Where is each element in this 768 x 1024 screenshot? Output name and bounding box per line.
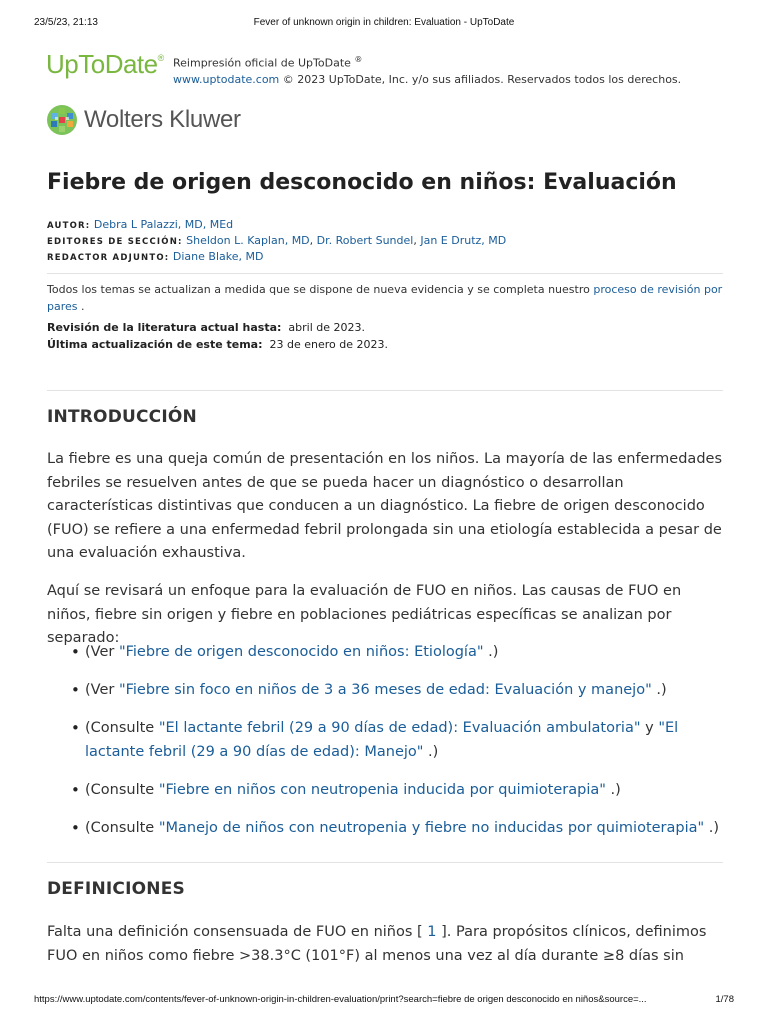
topic-link[interactable]: "El lactante febril (29 a 90 días de edad): Manejo"	[85, 720, 679, 760]
editor-link[interactable]: Jan E Drutz, MD	[420, 234, 507, 247]
list-item	[47, 817, 727, 841]
topic-link[interactable]: "Fiebre en niños con neutropenia inducida por quimioterapia"	[158, 781, 606, 798]
section-heading-definitions: DEFINICIONES	[47, 879, 185, 899]
reprint-label: Reimpresión oficial de UpToDate	[173, 56, 351, 70]
definitions-text: ]. Para propósitos clínicos, definimos FUO en niños como fiebre >38.3°C (101°F) al menos una vez al día durante ≥8 días sin	[47, 924, 707, 964]
publisher-name: Wolters Kluwer	[84, 106, 241, 133]
registered-mark: ®	[157, 53, 164, 63]
editors-label: EDITORES DE SECCIÓN:	[47, 237, 183, 247]
update-note	[47, 281, 723, 315]
deputy-label: REDACTOR ADJUNTO:	[47, 253, 170, 263]
bullet-text: .)	[651, 682, 667, 698]
author-label: AUTOR:	[47, 221, 91, 231]
topic-link[interactable]: "Fiebre de origen desconocido en niños: Etiología"	[118, 644, 484, 660]
bullet-text: .)	[423, 743, 439, 760]
update-note-tail: .	[81, 300, 85, 313]
list-item	[47, 779, 727, 803]
section-heading-intro: INTRODUCCIÓN	[47, 407, 197, 427]
intro-paragraph: La fiebre es una queja común de presentación en los niños. La mayoría de las enfermedades febriles se resuelven antes de que se pueda hacer un diagnóstico o desarrollan características distintivas que conducen a un diagnóstico. La fiebre de origen desconocido (FUO) se refiere a una enfermedad febril prolongada sin una etiología establecida a pesar de una evaluación exhaustiva.	[47, 451, 722, 561]
wolters-kluwer-mark-icon	[46, 104, 78, 136]
author-line	[47, 217, 233, 234]
topic-link[interactable]: "El lactante febril (29 a 90 días de edad): Evaluación ambulatoria"	[158, 720, 641, 736]
reprint-notice	[173, 52, 681, 88]
lit-review-label: Revisión de la literatura actual hasta:	[47, 321, 282, 334]
deputy-editor-line	[47, 249, 263, 266]
page-title: Fiebre de origen desconocido en niños: Evaluación	[47, 170, 677, 195]
related-topics-list	[47, 641, 727, 855]
bullet-text: (Consulte	[85, 781, 159, 798]
intro-paragraph: Aquí se revisará un enfoque para la evaluación de FUO en niños. Las causas de FUO en niños, fiebre sin origen y fiebre en poblaciones pediátricas específicas se analizan por separado:	[47, 583, 682, 646]
wolters-kluwer-logo	[46, 104, 241, 136]
uptodate-logo[interactable]	[46, 49, 164, 80]
update-note-text: Todos los temas se actualizan a medida que se dispone de nueva evidencia y se completa nuestro	[47, 283, 590, 296]
site-link[interactable]: www.uptodate.com	[173, 72, 280, 86]
list-item	[47, 679, 727, 703]
topic-link[interactable]: "Manejo de niños con neutropenia y fiebre no inducidas por quimioterapia"	[158, 819, 705, 836]
print-datetime: 23/5/23, 21:13	[34, 17, 98, 28]
bullet-text: y	[640, 720, 659, 736]
reference-link[interactable]: 1	[427, 924, 437, 940]
bullet-text: .)	[483, 644, 499, 660]
last-update-value: 23 de enero de 2023.	[269, 338, 388, 351]
copyright-text: © 2023 UpToDate, Inc. y/o sus afiliados. Reservados todos los derechos.	[282, 72, 682, 86]
list-item	[47, 717, 727, 764]
editor-link[interactable]: Sheldon L. Kaplan, MD	[186, 234, 310, 247]
lit-review-value: abril de 2023.	[288, 321, 365, 334]
divider	[47, 273, 723, 274]
deputy-editor-link[interactable]: Diane Blake, MD	[172, 250, 264, 263]
print-url: https://www.uptodate.com/contents/fever-of-unknown-origin-in-children-evaluation/print?search=fiebre de origen desconocido en niños&source=...	[34, 994, 647, 1005]
definitions-paragraph	[47, 921, 727, 968]
editor-link[interactable]: Dr. Robert Sundel	[316, 234, 414, 247]
last-update-label: Última actualización de este tema:	[47, 338, 263, 351]
bullet-text: (Consulte	[85, 819, 159, 836]
peer-review-link[interactable]: proceso de revisión por pares	[47, 283, 723, 313]
reprint-mark: ®	[354, 55, 363, 64]
divider	[47, 862, 723, 863]
bullet-text: .)	[605, 781, 621, 798]
last-update-line	[47, 338, 388, 351]
topic-link[interactable]: "Fiebre sin foco en niños de 3 a 36 meses de edad: Evaluación y manejo"	[118, 682, 652, 698]
page-number: 1/78	[715, 994, 734, 1005]
uptodate-logo-text: UpToDate	[46, 49, 158, 79]
editors-line: EDITORES DE SECCIÓN: Sheldon L. Kaplan, MD, Dr. Robert Sundel, Jan E Drutz, MD	[47, 234, 507, 247]
bullet-text: (Ver	[85, 644, 119, 660]
bullet-text: (Ver	[85, 682, 119, 698]
bullet-text: (Consulte	[85, 720, 159, 736]
lit-review-line	[47, 321, 365, 334]
divider	[47, 390, 723, 391]
print-page-title: Fever of unknown origin in children: Evaluation - UpToDate	[253, 17, 515, 28]
list-item	[47, 641, 727, 665]
author-link[interactable]: Debra L Palazzi, MD, MEd	[93, 218, 234, 231]
definitions-text: Falta una definición consensuada de FUO en niños [	[47, 924, 423, 940]
bullet-text: .)	[704, 819, 720, 836]
